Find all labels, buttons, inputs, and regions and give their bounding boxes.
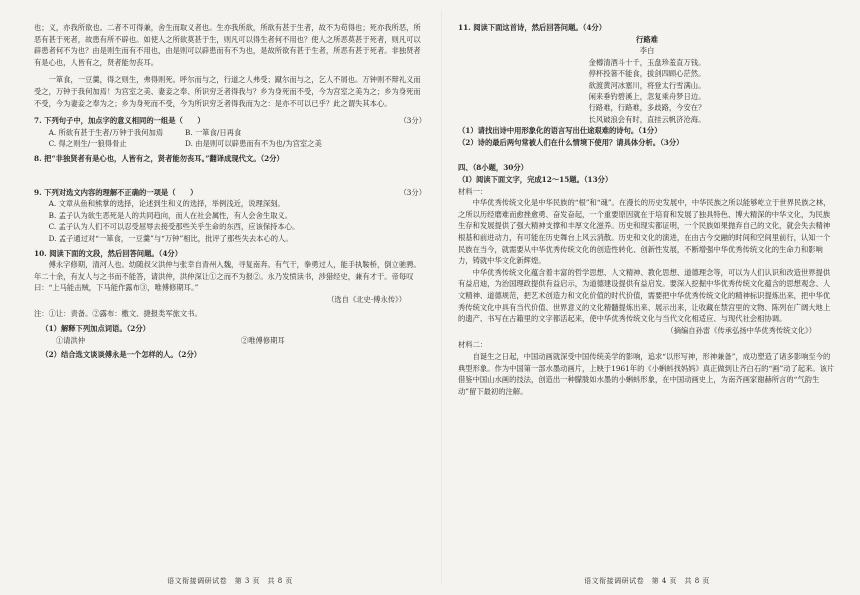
word-item: ①请洪仲 <box>55 335 86 345</box>
passage-paragraph: 也；义，亦我所欲也。二者不可得兼，舍生而取义者也。生亦我所欲，所欲有甚于生者，故不为苟得也；死亦我所恶，所恶有甚于死者，故患有所不辟也。如使人之所欲莫甚于生，则凡可以得生者何不用也？使人之所恶莫甚于死者，则凡可以辟患者何不为也？由是则生而有不用也，由是则可以辟患而有不为也，是故所欲有甚于生者，所恶有甚于死者。非独贤者有是心也，人皆有之，贤者能勿丧耳。 <box>34 23 421 67</box>
question-10: 10. 阅读下面的文段，然后回答问题。（4分） <box>34 248 183 258</box>
poem-block <box>458 34 836 126</box>
question-9-options <box>34 198 426 244</box>
option-line: A. 文章从鱼和熊掌的选择，论述到生和义的选择，举例浅近，说理深刻。 <box>48 199 285 209</box>
poem-line: 闲来垂钓碧溪上，忽复乘舟梦日边。 <box>588 92 706 101</box>
section-heading: 四、（8小题，30分） <box>458 163 528 173</box>
page-footer: 语文衔接调研试卷 第 4 页 共 8 页 <box>584 577 710 586</box>
word-items <box>34 335 426 347</box>
sub-question: （2）结合选文谈谈傅永是一个怎样的人。（2分） <box>41 350 202 360</box>
poem-line: 欲渡黄河冰塞川，将登太行雪满山。 <box>588 80 706 90</box>
material-paragraph: 自诞生之日起，中国动画就深受中国传统美学的影响，追求“以形写神，形神兼备”，成功塑造了诸多影响至今的典型形象。作为中国第一部水墨动画片，上映于1961年的《小蝌蚪找妈妈》真正做到让齐白石的“画”动了起来。该片借鉴中国山水画的技法，创造出一种朦胧如水墨的小蝌蚪形象，在中国动画史上，为南齐画家谢赫所言的“气韵生动”留下最初的注解。 <box>458 351 835 396</box>
section-part-heading: （Ⅰ）阅读下面文字，完成12～15题。（13分） <box>458 175 613 184</box>
option-line: C. 得之则生/一狼得骨止 D. 由是则可以辟患而有不为也/为宫室之美 <box>48 139 322 149</box>
poem-author: 李白 <box>639 46 655 56</box>
option-line: C. 孟子认为人们不可以忍受屈辱去接受那些关乎生命的东西，应该保持本心。 <box>48 222 300 232</box>
poem-line: 停杯投箸不能食，拔剑四顾心茫然。 <box>588 69 706 79</box>
exam-page-4 <box>458 22 836 586</box>
poem-line: 行路难，行路难，多歧路，今安在？ <box>588 103 706 113</box>
poem-line: 金樽清酒斗十千，玉盘珍羞直万钱。 <box>588 57 706 67</box>
sub-question: （1）解释下列加点词语。（2分） <box>41 324 150 334</box>
poem-line: 长风破浪会有时，直挂云帆济沧海。 <box>588 114 706 124</box>
annotation-note: 注：①让：责备。②露布：檄文、捷报类军旅文书。 <box>34 309 202 319</box>
page-divider <box>441 10 442 585</box>
question-score: （3分） <box>399 116 426 126</box>
sub-question: （2）诗的最后两句常被人们在什么情境下使用？请具体分析。（3分） <box>458 137 684 147</box>
material-label: 材料一： <box>458 186 488 196</box>
question-8: 8. 把“非独贤者有是心也，人皆有之，贤者能勿丧耳。”翻译成现代文。（2分） <box>34 153 284 163</box>
material-paragraph: 中华优秀传统文化蕴含着丰富的哲学思想、人文精神、教化思想、道德理念等，可以为人们认识和改造世界提供有益启迪，为治国理政提供有益启示，为道德建设提供有益启发。要深入挖掘中华优秀传统文化蕴含的思想观念、人文精神、道德规范，把艺术创造力和文化价值的时代价值，需要把中华优秀传统文化的精神标识提炼出来，把中华优秀传统文化中具有当代价值、世界意义的文化精髓提炼出来、展示出来，让收藏在禁宫里的文物、陈列在广阔大地上的遗产、书写在古籍里的文字都活起来，使中华优秀传统文化与当代文化相适应、与现代社会相协调。 <box>458 267 831 324</box>
material-label: 材料二： <box>458 340 488 350</box>
question-9 <box>34 187 426 199</box>
passage-paragraph: 一箪食，一豆羹，得之则生，弗得则死。呼尔而与之，行道之人弗受；蹴尔而与之，乞人不屑也。万钟则不辩礼义而受之，万钟于我何加焉！为宫室之美、妻妾之奉、所识穷乏者得我与？乡为身死而不受，今为宫室之美为之；乡为身死而不受，今为妻妾之奉为之；乡为身死而不受，今为所识穷乏者得我而为之：是亦不可以已乎？此之谓失其本心。 <box>34 75 421 108</box>
material-paragraph: 中华优秀传统文化是中华民族的“根”和“魂”。在漫长的历史发展中，中华民族之所以能够屹立于世界民族之林，之所以历经磨难而愈挫愈勇、奋发奋起，一个重要原因就在于培育和发展了独具特色、博大精深的中华文化，为民族生存和发展提供了强大精神支撑和丰厚文化滋养。历史和现实都证明，一个民族如果抛弃自己的文化，就会失去精神根基和前进动力，有可能在历史舞台上风云消散。历史和文化的演进，在由古今交融的时间和空间里前行，认知一个民族在当今，就需要从中华优秀传统文化的创造性转化、创新性发展，不断增强中华优秀传统文化的生命力和影响力，铸就中华文化新辉煌。 <box>458 198 831 266</box>
question-7-options <box>34 127 426 150</box>
passage-source: （选自《北史·傅永传》） <box>327 294 406 304</box>
word-item: ②唯傅修期耳 <box>240 335 285 345</box>
option-line: B. 孟子认为欲生恶死是人的共同趋向，而人在社会属性，有人会舍生取义。 <box>48 210 293 220</box>
question-7 <box>34 115 426 127</box>
poem-title: 行路难 <box>636 34 658 44</box>
question-11: 11. 阅读下面这首诗，然后回答问题。（4分） <box>458 23 607 32</box>
option-line: A. 所欲有甚于生者/万钟于我何加焉 B. 一箪食/日再食 <box>48 127 242 137</box>
page-footer: 语文衔接调研试卷 第 3 页 共 8 页 <box>167 577 293 586</box>
question-score: （3分） <box>399 187 426 197</box>
sub-question: （1）请找出诗中用形象化的语言写出仕途艰难的诗句。（1分） <box>458 126 662 136</box>
question-stem: 7. 下列句子中，加点字的意义相同的一组是（ ） <box>34 116 205 126</box>
exam-page-3 <box>34 22 426 586</box>
option-line: D. 孟子通过对“一箪食，一豆羹”与“万钟”相比，批评了那些失去本心的人。 <box>48 233 293 243</box>
question-10-passage: 傅永字修期，清河人也。幼随叔父洪仲与张幸自青州入魏，寻复南奔。有气干，拳勇过人，能手执鞍桥，倒立驰骋。年二十余，有友人与之书而不能答，请洪仲，洪仲深让①之而不为报②。永乃发愤读书，涉猎经史，兼有才干。帝每叹曰：“上马能击贼，下马能作露布③，唯傅修期耳。” <box>34 260 421 293</box>
material-source: （摘编自孙雷《传承弘扬中华优秀传统文化》） <box>666 325 816 335</box>
question-stem: 9. 下列对选文内容的理解不正确的一项是（ ） <box>34 187 198 197</box>
